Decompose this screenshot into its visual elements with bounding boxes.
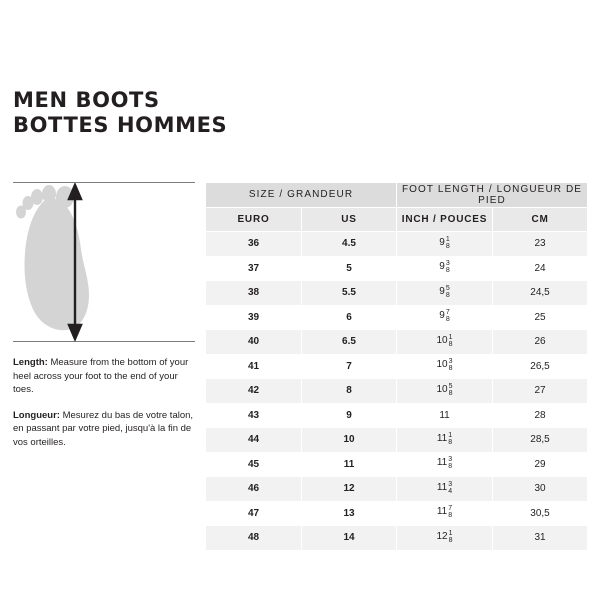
table-row xyxy=(206,452,588,477)
inch-fraction xyxy=(448,481,452,495)
cell-us: 14 xyxy=(302,526,397,551)
cell-euro: 40 xyxy=(206,330,302,355)
cell-cm: 30 xyxy=(493,477,588,502)
cell-cm: 25 xyxy=(493,305,588,330)
cell-euro: 41 xyxy=(206,354,302,379)
group-header-size: SIZE / GRANDEUR xyxy=(206,183,397,208)
cell-us: 12 xyxy=(302,477,397,502)
cell-cm: 28,5 xyxy=(493,428,588,453)
inch-fraction-denominator: 4 xyxy=(448,487,453,495)
note-length-en-text: Measure from the bottom of your heel across your foot to the end of your toes. xyxy=(13,357,189,395)
foot-illustration xyxy=(13,182,195,342)
cell-cm: 26 xyxy=(493,330,588,355)
cell-us: 5 xyxy=(302,256,397,281)
inch-fraction-denominator: 8 xyxy=(445,267,450,275)
note-length-en xyxy=(13,356,195,397)
table-row xyxy=(206,477,588,502)
inch-fraction xyxy=(449,383,453,397)
inch-fraction xyxy=(449,358,453,372)
inch-whole: 11 xyxy=(436,481,448,493)
inch-whole: 10 xyxy=(436,334,448,346)
inch-whole: 11 xyxy=(439,409,450,421)
inch-fraction-denominator: 8 xyxy=(448,536,453,544)
note-length-en-label: Length: xyxy=(13,357,48,368)
inch-fraction xyxy=(446,260,450,274)
inch-fraction xyxy=(448,505,452,519)
inch-fraction-numerator: 1 xyxy=(445,235,450,243)
cell-us: 8 xyxy=(302,379,397,404)
inch-fraction xyxy=(449,334,453,348)
note-length-fr-text: Mesurez du bas de votre talon, en passant par votre pied, jusqu'à la fin de vos orteilles. xyxy=(13,409,194,448)
cell-inch xyxy=(397,305,493,330)
inch-whole: 10 xyxy=(436,383,448,395)
cell-cm: 31 xyxy=(493,526,588,551)
foot-outline-icon xyxy=(13,183,195,342)
cell-inch xyxy=(397,354,493,379)
cell-cm: 24,5 xyxy=(493,281,588,306)
table-group-header-row xyxy=(206,183,588,208)
cell-inch xyxy=(397,232,493,257)
table-row xyxy=(206,330,588,355)
inch-fraction xyxy=(449,530,453,544)
cell-inch xyxy=(397,452,493,477)
column-header-euro: EURO xyxy=(206,207,302,232)
cell-inch xyxy=(397,501,493,526)
cell-euro: 47 xyxy=(206,501,302,526)
inch-fraction-numerator: 3 xyxy=(445,260,450,268)
column-header-cm: CM xyxy=(493,207,588,232)
cell-euro: 39 xyxy=(206,305,302,330)
cell-inch xyxy=(397,526,493,551)
table-row xyxy=(206,256,588,281)
inch-whole: 9 xyxy=(439,236,445,248)
table-row xyxy=(206,354,588,379)
table-row xyxy=(206,281,588,306)
title-line-en: MEN BOOTS xyxy=(13,88,160,112)
note-length-fr xyxy=(13,409,195,450)
cell-cm: 24 xyxy=(493,256,588,281)
cell-us: 5.5 xyxy=(302,281,397,306)
inch-fraction-denominator: 8 xyxy=(445,316,450,324)
inch-fraction-denominator: 8 xyxy=(448,512,453,520)
cell-us: 6 xyxy=(302,305,397,330)
cell-euro: 44 xyxy=(206,428,302,453)
inch-fraction xyxy=(446,285,450,299)
table-column-header-row xyxy=(206,207,588,232)
cell-euro: 38 xyxy=(206,281,302,306)
cell-cm: 30,5 xyxy=(493,501,588,526)
inch-fraction-denominator: 8 xyxy=(448,389,453,397)
inch-fraction-numerator: 5 xyxy=(448,382,453,390)
cell-inch xyxy=(397,379,493,404)
cell-inch xyxy=(397,477,493,502)
inch-fraction-numerator: 1 xyxy=(448,529,453,537)
inch-fraction xyxy=(446,309,450,323)
inch-whole: 9 xyxy=(439,285,445,297)
cell-us: 10 xyxy=(302,428,397,453)
column-header-us: US xyxy=(302,207,397,232)
inch-fraction xyxy=(448,432,452,446)
inch-fraction-denominator: 8 xyxy=(445,242,450,250)
inch-whole: 9 xyxy=(439,261,445,273)
size-table-wrap xyxy=(205,182,587,551)
table-row xyxy=(206,428,588,453)
inch-whole: 9 xyxy=(439,310,445,322)
inch-fraction-denominator: 8 xyxy=(448,438,453,446)
size-table xyxy=(205,182,588,551)
group-header-foot-length: FOOT LENGTH / LONGUEUR DE PIED xyxy=(397,183,588,208)
table-row xyxy=(206,232,588,257)
inch-fraction xyxy=(446,236,450,250)
cell-cm: 29 xyxy=(493,452,588,477)
inch-fraction-denominator: 8 xyxy=(445,291,450,299)
inch-whole: 11 xyxy=(436,432,448,444)
inch-fraction-numerator: 5 xyxy=(445,284,450,292)
cell-inch xyxy=(397,256,493,281)
inch-fraction-numerator: 3 xyxy=(448,480,453,488)
inch-fraction-denominator: 8 xyxy=(448,365,453,373)
inch-fraction-numerator: 3 xyxy=(448,456,453,464)
cell-inch xyxy=(397,403,493,428)
table-row xyxy=(206,526,588,551)
cell-euro: 36 xyxy=(206,232,302,257)
inch-whole: 11 xyxy=(436,457,448,469)
page-title xyxy=(13,88,227,138)
cell-us: 7 xyxy=(302,354,397,379)
cell-cm: 26,5 xyxy=(493,354,588,379)
cell-us: 11 xyxy=(302,452,397,477)
table-row xyxy=(206,501,588,526)
table-row xyxy=(206,305,588,330)
cell-euro: 37 xyxy=(206,256,302,281)
inch-whole: 12 xyxy=(436,530,448,542)
cell-us: 9 xyxy=(302,403,397,428)
cell-cm: 23 xyxy=(493,232,588,257)
cell-euro: 45 xyxy=(206,452,302,477)
inch-fraction-denominator: 8 xyxy=(448,340,453,348)
cell-cm: 27 xyxy=(493,379,588,404)
inch-fraction-numerator: 7 xyxy=(448,505,453,513)
cell-euro: 42 xyxy=(206,379,302,404)
inch-whole: 11 xyxy=(436,506,448,518)
note-length-fr-label: Longueur: xyxy=(13,409,60,421)
table-row xyxy=(206,379,588,404)
cell-us: 13 xyxy=(302,501,397,526)
cell-inch xyxy=(397,330,493,355)
cell-inch xyxy=(397,281,493,306)
cell-euro: 43 xyxy=(206,403,302,428)
cell-us: 4.5 xyxy=(302,232,397,257)
inch-fraction-numerator: 1 xyxy=(448,431,453,439)
cell-cm: 28 xyxy=(493,403,588,428)
inch-fraction-denominator: 8 xyxy=(448,463,453,471)
inch-whole: 10 xyxy=(436,359,448,371)
cell-euro: 48 xyxy=(206,526,302,551)
cell-euro: 46 xyxy=(206,477,302,502)
cell-inch xyxy=(397,428,493,453)
inch-fraction-numerator: 3 xyxy=(448,358,453,366)
inch-fraction-numerator: 7 xyxy=(445,309,450,317)
inch-fraction xyxy=(448,456,452,470)
column-header-inch: INCH / POUCES xyxy=(397,207,493,232)
title-line-fr: BOTTES HOMMES xyxy=(13,113,228,137)
table-row xyxy=(206,403,588,428)
measurement-guide-panel xyxy=(13,182,195,449)
cell-us: 6.5 xyxy=(302,330,397,355)
inch-fraction-numerator: 1 xyxy=(448,333,453,341)
